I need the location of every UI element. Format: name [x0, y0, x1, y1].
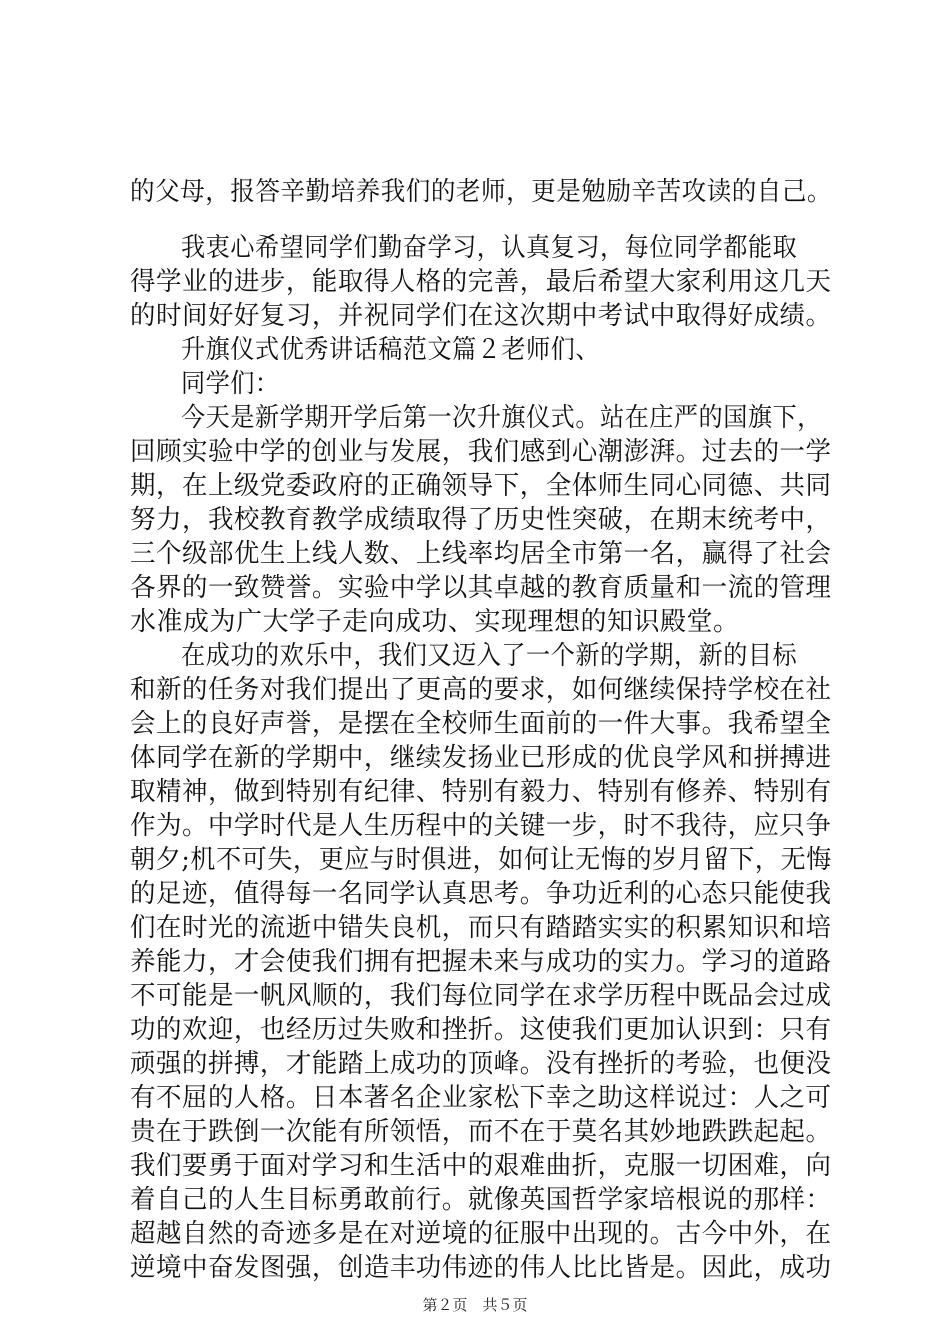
text-line: 回顾实验中学的创业与发展，我们感到心潮澎湃。过去的一学: [130, 437, 832, 467]
text-line: 着自己的人生目标勇敢前行。就像英国哲学家培根说的那样：: [130, 1185, 832, 1215]
text-line: 有不屈的人格。日本著名企业家松下幸之助这样说过：人之可: [130, 1083, 832, 1113]
text-line: 的父母，报答辛勤培养我们的老师，更是勉励辛苦攻读的自己。: [130, 177, 833, 207]
section-heading: 升旗仪式优秀讲话稿范文篇２老师们、: [181, 335, 600, 365]
page-number-footer: 第２页 共５页: [422, 1296, 528, 1314]
text-line: 逆境中奋发图强，创造丰功伟迹的伟人比比皆是。因此，成功: [130, 1253, 832, 1283]
text-line: 不可能是一帆风顺的，我们每位同学在求学历程中既品会过成: [130, 981, 832, 1011]
text-line: 会上的良好声誉，是摆在全校师生面前的一件大事。我希望全: [130, 709, 832, 739]
text-line: 各界的一致赞誉。实验中学以其卓越的教育质量和一流的管理: [130, 573, 832, 603]
text-line: 们在时光的流逝中错失良机，而只有踏踏实实的积累知识和培: [130, 913, 832, 943]
text-line: 期，在上级党委政府的正确领导下，全体师生同心同德、共同: [130, 471, 832, 501]
paragraph-first-line: 我衷心希望同学们勤奋学习，认真复习，每位同学都能取: [181, 233, 798, 263]
text-line: 我们要勇于面对学习和生活中的艰难曲折，克服一切困难，向: [130, 1151, 832, 1181]
text-line: 朝夕;机不可失，更应与时俱进，如何让无悔的岁月留下，无悔: [130, 845, 832, 875]
paragraph-first-line: 今天是新学期开学后第一次升旗仪式。站在庄严的国旗下，: [181, 403, 822, 433]
text-line: 功的欢迎，也经历过失败和挫折。这使我们更加认识到：只有: [130, 1015, 832, 1045]
text-line: 超越自然的奇迹多是在对逆境的征服中出现的。古今中外，在: [130, 1219, 832, 1249]
salutation: 同学们：: [181, 369, 280, 399]
text-line: 顽强的拼搏，才能踏上成功的顶峰。没有挫折的考验，也便没: [130, 1049, 832, 1079]
text-line: 取精神，做到特别有纪律、特别有毅力、特别有修养、特别有: [130, 777, 832, 807]
text-line: 的足迹，值得每一名同学认真思考。争功近利的心态只能使我: [130, 879, 832, 909]
text-line: 养能力，才会使我们拥有把握未来与成功的实力。学习的道路: [130, 947, 832, 977]
text-line: 得学业的进步，能取得人格的完善，最后希望大家利用这几天: [130, 267, 832, 297]
paragraph-first-line: 在成功的欢乐中，我们又迈入了一个新的学期，新的目标: [181, 641, 798, 671]
text-line: 体同学在新的学期中，继续发扬业已形成的优良学风和拼搏进: [130, 743, 832, 773]
text-line: 的时间好好复习，并祝同学们在这次期中考试中取得好成绩。: [130, 301, 832, 331]
text-line: 水准成为广大学子走向成功、实现理想的知识殿堂。: [130, 607, 740, 637]
text-line: 贵在于跌倒一次能有所领悟，而不在于莫名其妙地跌跌起起。: [130, 1117, 832, 1147]
text-line: 三个级部优生上线人数、上线率均居全市第一名，赢得了社会: [130, 539, 832, 569]
text-line: 和新的任务对我们提出了更高的要求，如何继续保持学校在社: [130, 675, 832, 705]
text-line: 努力，我校教育教学成绩取得了历史性突破，在期末统考中，: [130, 505, 832, 535]
text-line: 作为。中学时代是人生历程中的关键一步，时不我待，应只争: [130, 811, 832, 841]
